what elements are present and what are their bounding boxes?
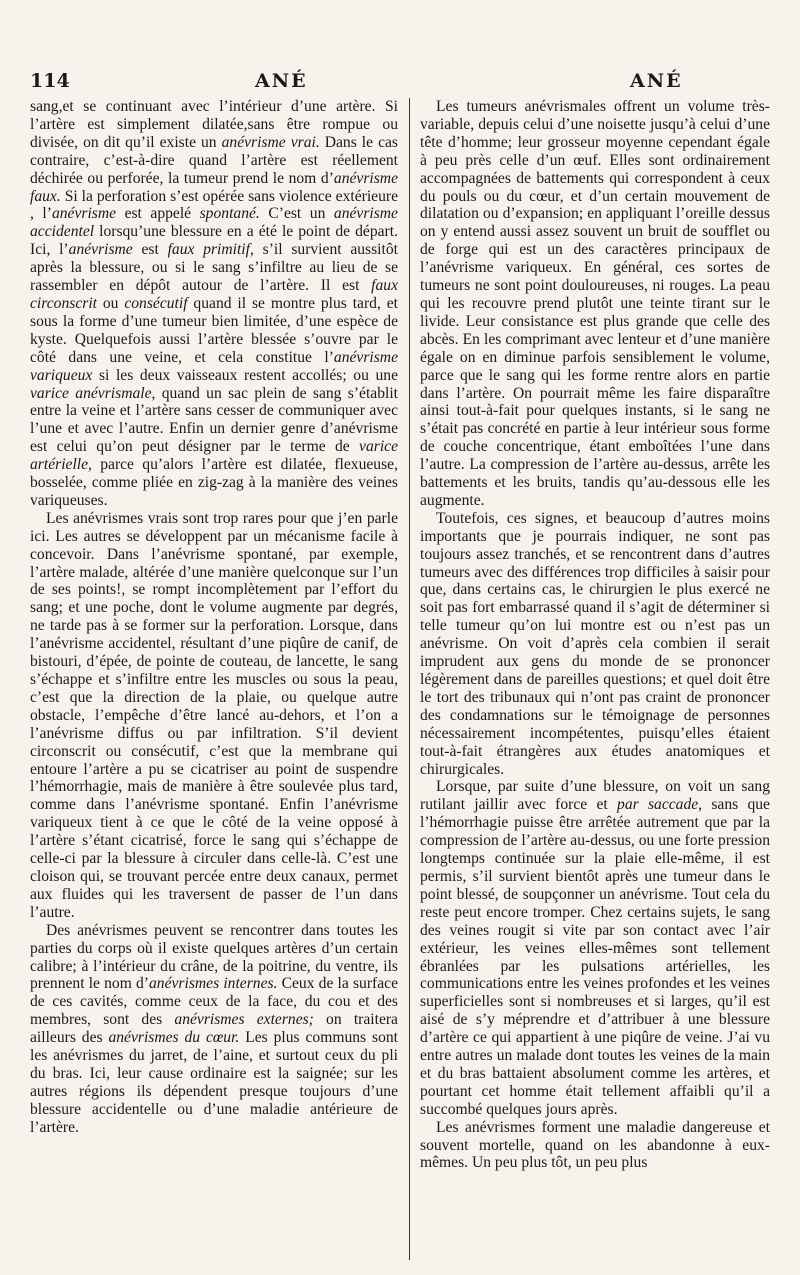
italic-term: anévrismes externes; <box>174 1011 314 1029</box>
text-run: Les tumeurs anévrismales offrent un volume très-variable, depuis celui d’une noisette jusqu’à celui d’une tête d’homme; leur grosseur moyenne cependant égale à peu près celle d’un œuf. Elles sont ordinairement accompagnées de battements qui correspondent à ceux du pouls ou du cœur, et d’un certain mouvement de dilatation ou d’expansion; en appliquant l’oreille dessus on y entend aussi assez souvent un bruit de soufflet ou de forge qui est un des caractères principaux de l’anévrisme variqueux. En général, ces sortes de tumeurs ne sont point douloureuses, ni rouges. La peau qui les recouvre prend plutôt une teinte tirant sur le livide. Leur consistance est plus grande que celle des abcès. En les comprimant avec lenteur et d’une manière égale on en diminue parfois sensiblement le volume, parce que le sang qui les forme rentre alors en partie dans l’artère. On pourrait même les faire disparaître ainsi tout-à-fait pour quelques instants, si le sang ne s’était pas concrété en partie à leur intérieur sous forme de couche concentrique, étant emboîtées l’une dans l’autre. La compression de l’artère au-dessus, arrête les battements et les bruits, tandis qu’au-dessous elle les augmente. <box>420 98 770 509</box>
italic-term: anévrisme <box>68 241 133 259</box>
text-run: Si la perforation s’est opérée sans violence extérieure , l’ <box>30 187 398 223</box>
italic-term: spontané. <box>199 205 260 223</box>
italic-term: consécutif <box>124 294 188 312</box>
text-run: lorsqu’une blessure en a été le point de départ. Ici, l’ <box>30 223 398 259</box>
text-run: Les anévrismes vrais sont trop rares pour que j’en parle ici. Les autres se développent par un mécanisme facile à concevoir. Dans l’anévrisme spontané, par exemple, l’artère malade, altérée d’une manière quelconque sur l’un de ses points!, se rompt incomplètement par l’effort du sang; et une poche, dont le volume augmente par degrés, ne tarde pas à se former sur la perforation. Lorsque, dans l’anévrisme accidentel, résultant d’une piqûre de canif, de bistouri, d’épée, de pointe de couteau, de lancette, le sang s’échappe et s’infiltre entre les muscles ou sous la peau, c’est que la direction de la plaie, ou quelque autre obstacle, l’empêche d’être lancé au-dehors, et l’on a l’anévrisme diffus ou par infiltration. S’il devient circonscrit ou consécutif, c’est que la membrane qui entoure l’artère a pu se cicatriser au point de suspendre l’hémorrhagie, mais de manière à être soulevée plus tard, comme dans l’anévrisme spontané. Enfin l’anévrisme variqueux tient à ce que le côté de la veine opposé à l’artère s’étant cicatrisé, force le sang qui s’échappe de celle-ci par la blessure à circuler dans celle-là. C’est une cloison qui, se trouvant percée entre deux canaux, permet aux fluides qui les traversent de passer de l’un dans l’autre. <box>30 509 398 921</box>
italic-term: varice anévrismale <box>30 384 152 402</box>
italic-term: anévrisme vrai. <box>221 133 320 151</box>
text-run: est <box>132 241 168 259</box>
italic-term: faux circonscrit <box>30 277 398 312</box>
italic-term: faux primitif <box>167 241 250 259</box>
text-run: , s’il survient aussitôt après la blessure, ou si le sang s’infiltre au lieu de se rassembler en dépôt autour de l’artère. Il est <box>30 241 398 295</box>
text-run: C’est un <box>259 205 334 223</box>
italic-term: anévrisme variqueux <box>30 348 398 384</box>
italic-term: varice artérielle <box>30 438 398 474</box>
running-head-left: ANÉ <box>255 70 308 92</box>
italic-term: par saccade <box>617 796 699 814</box>
text-run: si les deux vaisseaux restent accollés; ou une <box>92 366 398 384</box>
text-run: , parce qu’alors l’artère est dilatée, flexueuse, bosselée, comme pliée en zig-zag à la manière des veines variqueuses. <box>30 456 398 509</box>
italic-term: anévrismes du cœur. <box>108 1029 240 1047</box>
text-run: , quand un sac plein de sang s’établit entre la veine et l’artère sans cesser de communiquer avec l’une et avec l’autre. Enfin un dernier genre d’anévrisme est celui qu’on peut désigner par le terme de <box>30 384 398 456</box>
paragraph <box>420 778 770 1118</box>
italic-term: anévrisme accidentel <box>30 205 398 241</box>
italic-term: anévrismes internes. <box>149 975 278 993</box>
text-run: Ceux de la surface de ces cavités, comme ceux de la face, du cou et des membres, sont des <box>30 975 398 1029</box>
text-run: Des anévrismes peuvent se rencontrer dans toutes les parties du corps où il existe quelques artères d’un certain calibre; à l’intérieur du crâne, de la poitrine, du ventre, ils prennent le nom d’ <box>30 921 398 993</box>
paragraph <box>420 98 770 510</box>
text-run: on traitera ailleurs des <box>30 1011 398 1047</box>
page-number: 114 <box>30 70 70 92</box>
italic-term: anévrisme faux. <box>30 169 398 205</box>
text-run: est appelé <box>116 205 200 223</box>
italic-term: anévrisme <box>51 205 117 223</box>
left-column <box>30 98 398 1258</box>
column-divider <box>409 98 410 1260</box>
text-run: , sans que l’hémorrhagie puisse être arrêtée autrement que par la compression de l’artère au-dessus, ou une forte pression longtemps continuée sur la plaie elle-même, il est permis, s’il survient bientôt après une tumeur dans le point blessé, de soupçonner un anévrisme. Tout cela du reste peut encore tromper. Chez certains sujets, le sang des veines rougit si vite par son contact avec l’air extérieur, les veines elles-mêmes sont tellement ébranlées par les pulsations artérielles, les communications entre les veines profondes et les veines superficielles sont si nombreuses et si larges, qu’il est aisé de s’y méprendre et d’attribuer à une blessure d’artère ce qui appartient à une piqûre de veine. J’ai vu entre autres un malade dont toutes les veines de la main et du bras battaient absolument comme les artères, et pourtant cet homme était tellement affaibli qu’il a succombé quelques jours après. <box>420 796 770 1118</box>
text-run: quand il se montre plus tard, et sous la forme d’une tumeur bien limitée, d’une espèce de kyste. Quelquefois aussi l’artère blessée s’ouvre par le côté dans une veine, et cela constitue l’ <box>30 294 398 366</box>
text-run: Les plus communs sont les anévrismes du jarret, de l’aine, et surtout ceux du pli du bras. Ici, leur cause ordinaire est la saignée; sur les autres régions ils dépendent presque toujours d’une blessure accidentelle ou d’une maladie antérieure de l’artère. <box>30 1029 398 1136</box>
text-run: Lorsque, par suite d’une blessure, on voit un sang rutilant jaillir avec force et <box>420 778 770 814</box>
text-run: Toutefois, ces signes, et beaucoup d’autres moins importants que je pourrais indiquer, ne sont pas toujours assez tranchés, et se rencontrent dans d’autres tumeurs avec des différences trop difficiles à saisir pour que, dans certains cas, le chirurgien le plus exercé ne soit pas fort embarrassé quand il s’agit de déterminer si telle tumeur qu’on lui montre est ou n’est pas un anévrisme. On voit d’après cela combien il serait imprudent aux gens du monde de se prononcer légèrement dans de pareilles questions; et quel doit être le tort des tribunaux qui n’ont pas craint de prononcer des condamnations sur le témoignage de personnes nécessairement incompétentes, puisqu’elles étaient tout-à-fait étrangères aux études anatomiques et chirurgicales. <box>420 509 770 778</box>
paragraph <box>30 922 398 1137</box>
running-head-right: ANÉ <box>630 70 683 92</box>
text-run: sang,et se continuant avec l’intérieur d’une artère. Si l’artère est simplement dilatée,sans être rompue ou divisée, on dit qu’il existe un <box>30 98 398 151</box>
right-column <box>420 98 770 1258</box>
text-run: Les anévrismes forment une maladie dangereuse et souvent mortelle, quand on les abandonne à eux-mêmes. Un peu plus tôt, un peu plus <box>420 1118 770 1172</box>
paragraph <box>420 1119 770 1173</box>
text-run: ou <box>96 294 125 312</box>
page-header <box>30 70 770 100</box>
text-run: Dans le cas contraire, c’est-à-dire quand l’artère est réellement déchirée ou perforée, la tumeur prend le nom d’ <box>30 133 398 187</box>
paragraph <box>420 510 770 779</box>
paragraph <box>30 98 398 510</box>
paragraph <box>30 510 398 922</box>
